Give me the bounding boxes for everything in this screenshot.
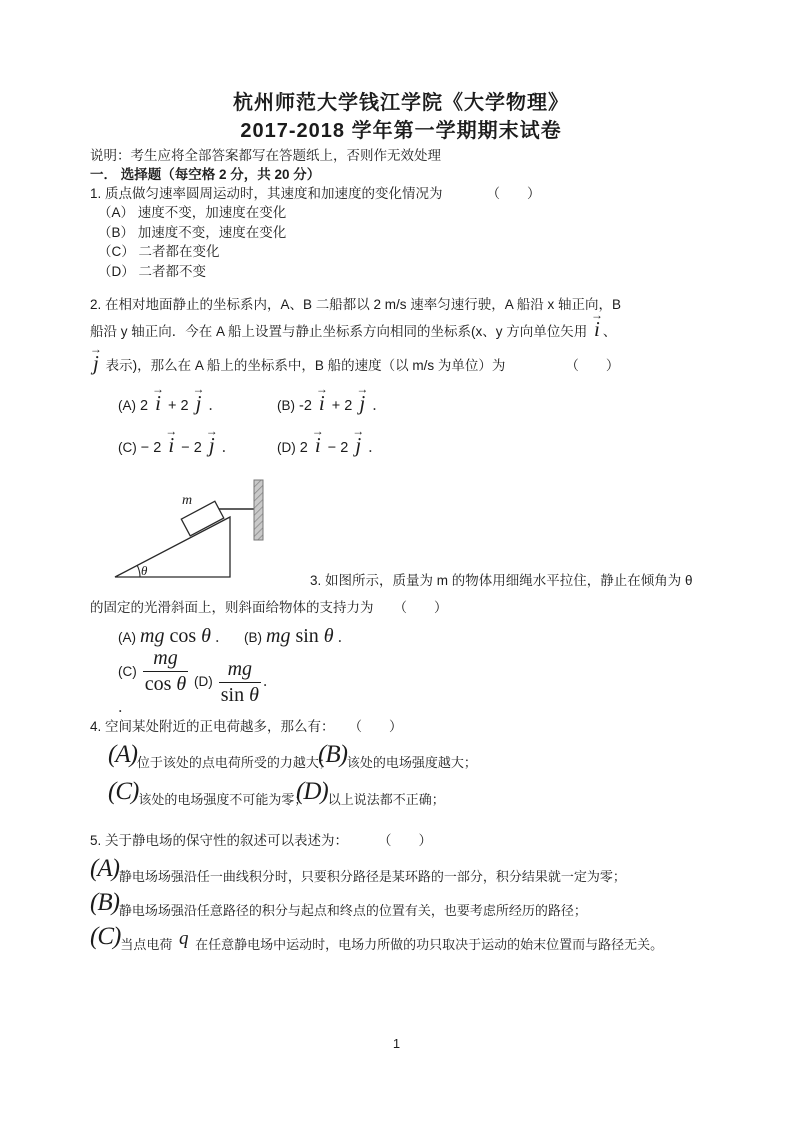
section-heading: 一． 选择题（每空格 2 分，共 20 分）: [90, 167, 321, 182]
question-5: [90, 831, 712, 952]
exam-note: 说明：考生应将全部答案都写在答题纸上，否则作无效处理: [90, 148, 441, 163]
page-content: [90, 90, 712, 954]
question-4-options-row-cd: [90, 773, 712, 810]
question-3-option-c: (C) $\frac{mg}{\text{cos θ}}$ ．: [118, 647, 187, 716]
question-4: [90, 717, 712, 810]
vector-j-symbol: → j: [90, 353, 102, 374]
question-4-option-a: $(A)_{位于该处的点电荷所受的力越大;}$: [108, 740, 332, 770]
question-4-option-d: $(D)_{以上说法都不正确;}$: [296, 777, 445, 807]
question-1-option-b: （B） 加速度不变，速度在变化: [98, 224, 287, 240]
question-2-stem-line2: 船沿 y 轴正向．今在 A 船上设置与静止坐标系方向相同的坐标系(x、y 方向单位矢用 → i 、: [90, 315, 712, 349]
vector-i-symbol: → i: [591, 319, 603, 340]
question-2: [90, 294, 712, 467]
charge-symbol: q: [178, 928, 189, 949]
question-2-option-d: (D) 2 → i − 2 → j ．: [277, 435, 383, 457]
question-4-option-c: $(C)_{该处的电场强度不可能为零;}$: [108, 777, 308, 807]
question-3-option-d: (D) $\frac{mg}{\text{sin θ}}$ ．: [194, 657, 278, 706]
question-2-option-a: (A) 2 → i + 2 → j ．: [118, 393, 277, 415]
question-1-option-d: （D） 二者都不变: [98, 263, 206, 279]
question-4-options-row-ab: [90, 736, 712, 773]
angle-arc: [137, 565, 140, 577]
question-4-stem: 4. 空间某处附近的正电荷越多，那么有： （ ）: [90, 719, 403, 734]
exam-subtitle: 2017-2018 学年第一学期期末试卷: [240, 120, 562, 142]
question-3-stem-line1: 3. 如图所示，质量为 m 的物体用细绳水平拉住，静止在倾角为 θ: [310, 573, 693, 588]
question-1-option-a: （A） 速度不变，加速度在变化: [98, 205, 287, 220]
question-3-option-a: (A) mg cos θ ．: [118, 624, 230, 647]
question-2-option-c: (C) − 2 → i − 2 → j ．: [118, 435, 277, 457]
answer-brackets: （ ）: [565, 358, 620, 373]
question-3-options-row-cd: [90, 647, 712, 716]
answer-brackets: （ ）: [348, 719, 403, 734]
question-2-option-b: (B) -2 → i + 2 → j ．: [277, 393, 387, 415]
question-1-stem: 1. 质点做匀速率圆周运动时，其速度和加速度的变化情况为 （ ）: [90, 186, 541, 201]
question-2-stem-line3: → j 表示)，那么在 A 船上的坐标系中，B 船的速度（以 m/s 为单位）为 （ ）: [90, 349, 712, 383]
incline-triangle: [115, 517, 230, 577]
question-3-option-b: (B) mg sin θ ．: [244, 624, 353, 647]
incline-figure: [108, 477, 288, 594]
question-2-options-row-cd: [90, 425, 712, 467]
answer-brackets: （ ）: [486, 186, 541, 201]
question-5-option-c: (C)当点电荷 q 在任意静电场中运动时，电场力所做的功只取决于运动的始末位置而与路径无关。: [90, 923, 664, 952]
answer-brackets: （ ）: [378, 833, 433, 848]
question-3: [90, 477, 712, 594]
wall-hatch: [254, 480, 263, 540]
mass-label: m: [182, 493, 193, 508]
question-1-option-c: （C） 二者都在变化: [98, 244, 220, 259]
question-5-stem: 5. 关于静电场的保守性的叙述可以表述为： （ ）: [90, 833, 433, 848]
page-number: 1: [392, 1036, 401, 1051]
angle-label: θ: [141, 563, 148, 578]
question-2-options-row-ab: [90, 383, 712, 425]
question-4-option-b: $(B)_{该处的电场强度越大;}$: [318, 740, 477, 770]
question-5-option-a: (A)静电场场强沿任一曲线积分时，只要积分路径是某环路的一部分，积分结果就一定为零；: [90, 855, 626, 884]
question-5-option-b: (B)静电场场强沿任意路径的积分与起点和终点的位置有关，也要考虑所经历的路径；: [90, 889, 587, 918]
page-title: 杭州师范大学钱江学院《大学物理》: [233, 92, 569, 114]
answer-brackets: （ ）: [393, 600, 448, 615]
question-3-stem-line2: 的固定的光滑斜面上，则斜面给物体的支持力为 （ ）: [90, 600, 448, 615]
question-2-stem-line1: 2. 在相对地面静止的坐标系内，A、B 二船都以 2 m/s 速率匀速行驶，A 船沿 x 轴正向，B: [90, 297, 622, 312]
